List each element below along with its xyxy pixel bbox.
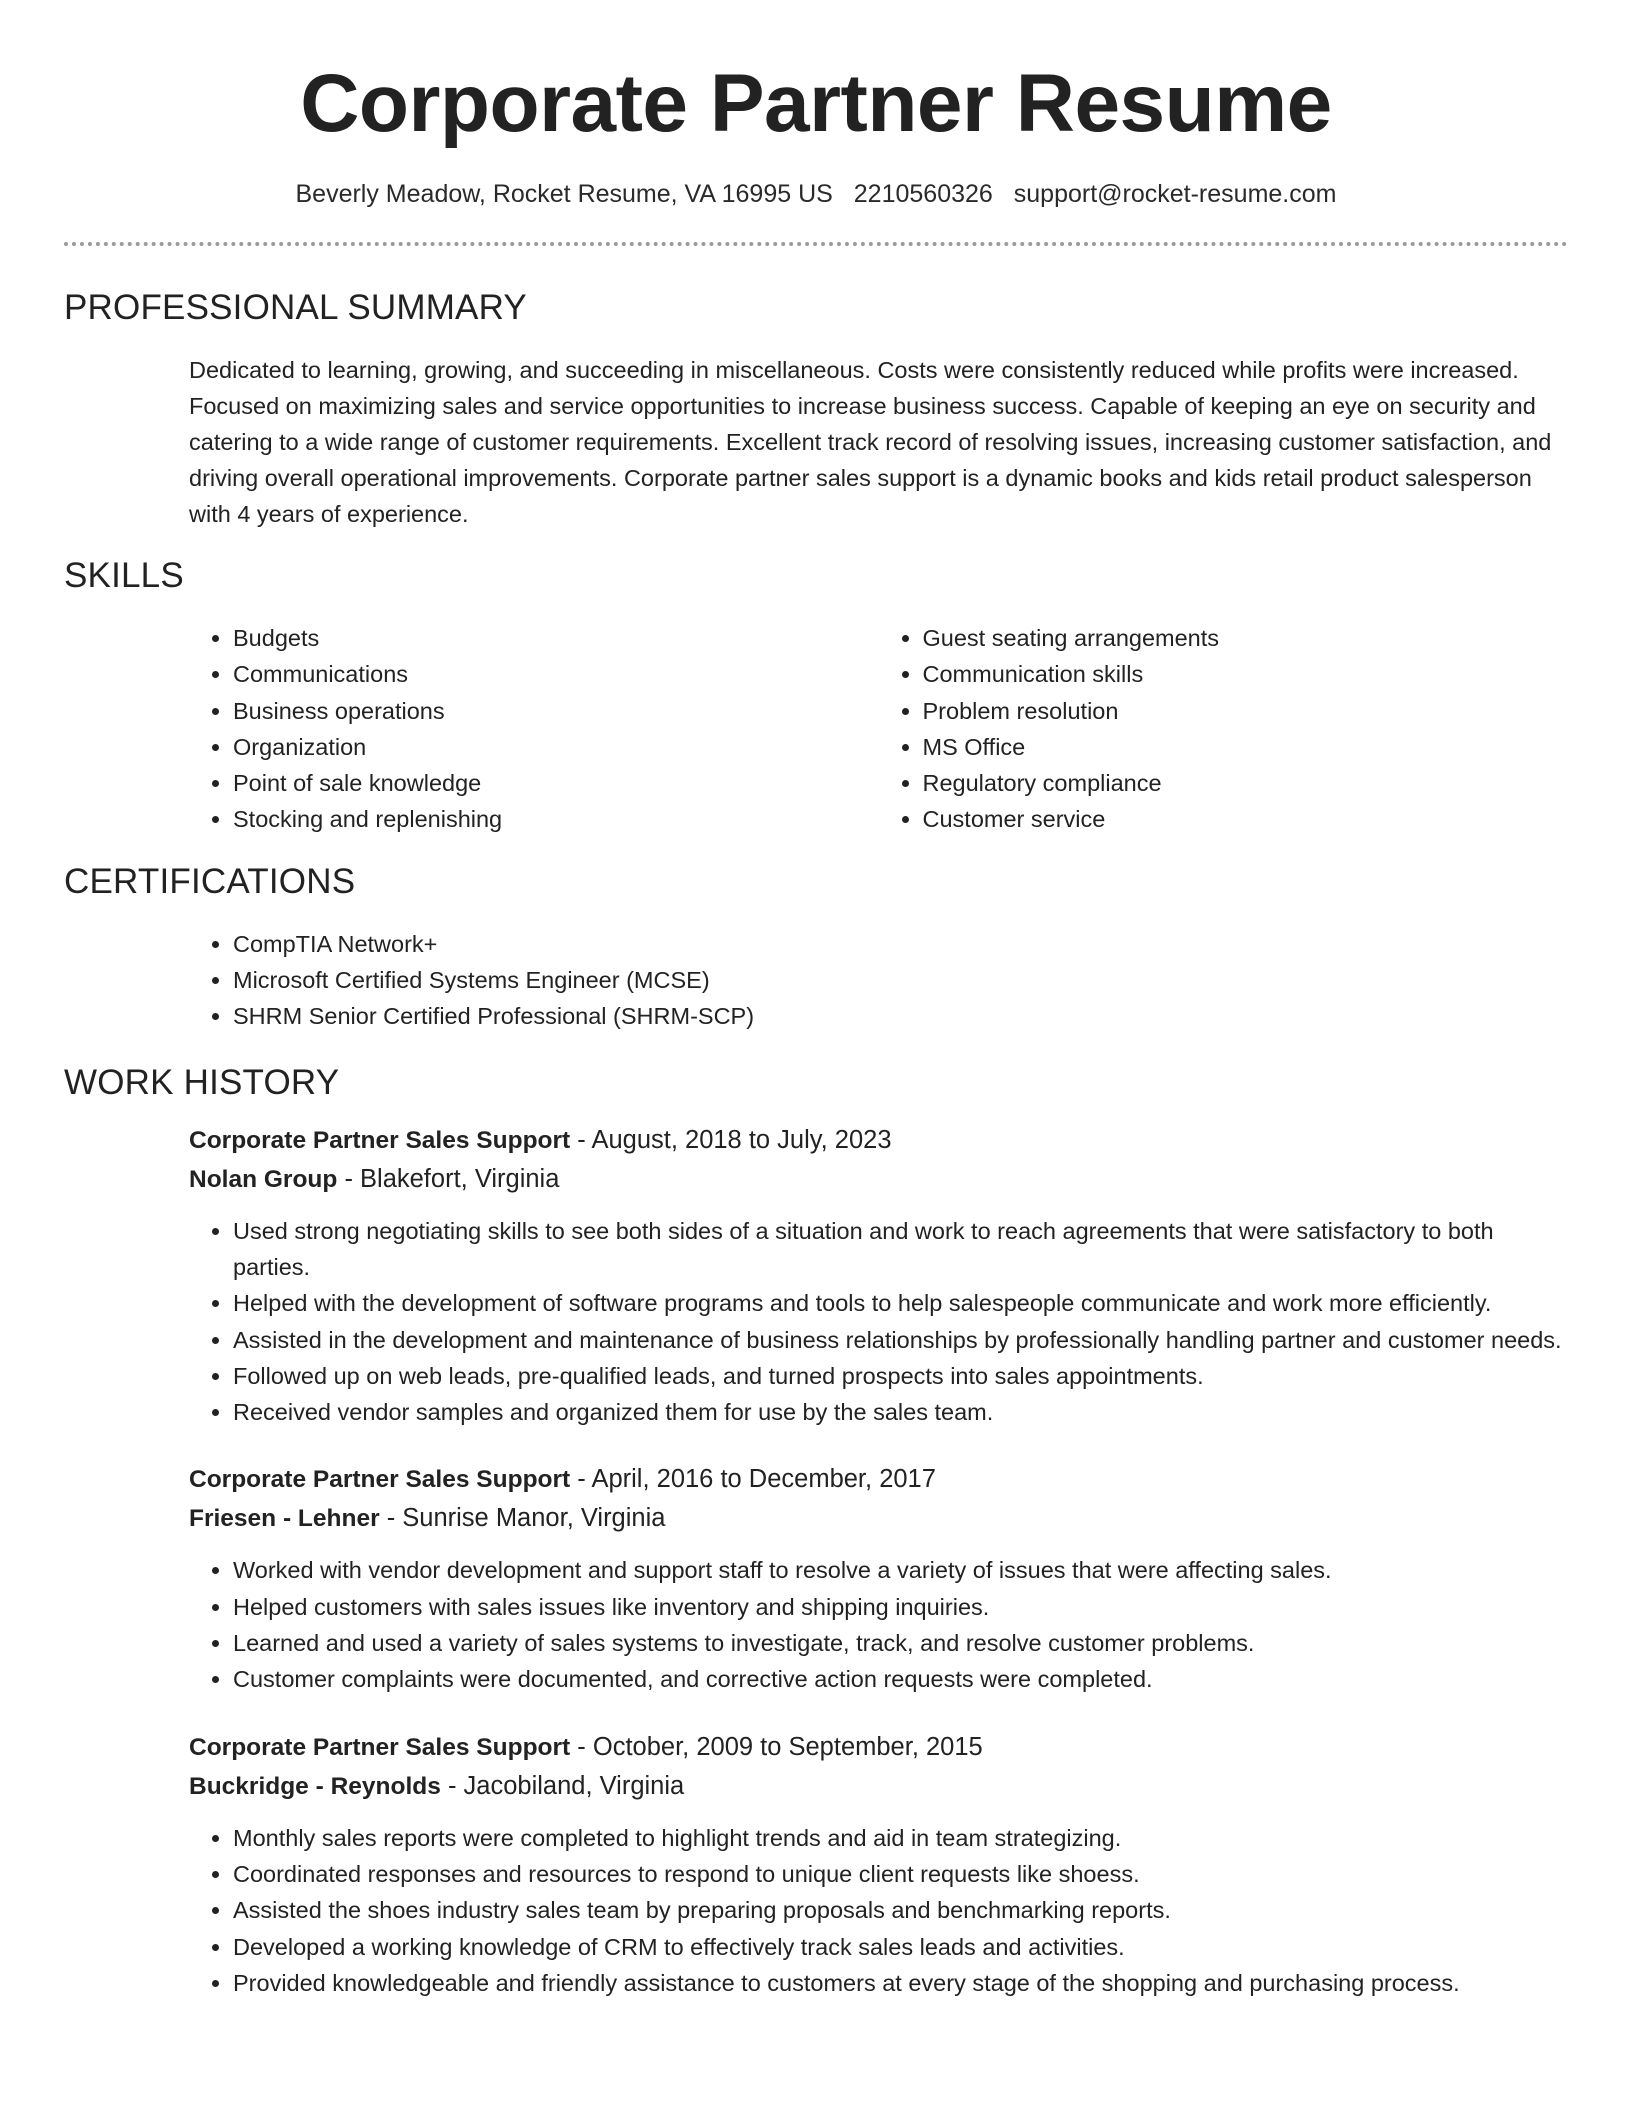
skill-item: • Stocking and replenishing	[233, 801, 879, 837]
skills-list-right	[879, 620, 1569, 838]
work-history-heading: WORK HISTORY	[64, 1062, 340, 1102]
skill-item: • Problem resolution	[923, 693, 1569, 729]
summary-text: Dedicated to learning, growing, and succeeding in miscellaneous. Costs were consistently reduced while profits were increased. Focused on maximizing sales and service opportunities to increase business success. Capable of keeping an eye on security and catering to a wide range of customer requirements. Excellent track record of resolving issues, increasing customer satisfaction, and driving overall operational improvements. Corporate partner sales support is a dynamic books and kids retail product salesperson with 4 years of experience.	[189, 357, 1552, 527]
skill-item: • Communications	[233, 656, 879, 692]
job-bullet: • Provided knowledgeable and friendly assistance to customers at every stage of the shopping and purchasing process.	[233, 1965, 1568, 2001]
skills-heading: SKILLS	[64, 556, 184, 595]
skill-item: • Regulatory compliance	[923, 765, 1569, 801]
certification-item: • Microsoft Certified Systems Engineer (MCSE)	[233, 962, 1568, 998]
job-company: Buckridge - Reynolds	[189, 1772, 441, 1800]
job-bullet: • Customer complaints were documented, and corrective action requests were completed.	[233, 1661, 1568, 1697]
job-bullet: • Received vendor samples and organized them for use by the sales team.	[233, 1394, 1568, 1430]
job-location: - Sunrise Manor, Virginia	[379, 1504, 666, 1533]
summary-heading: PROFESSIONAL SUMMARY	[64, 288, 527, 327]
certifications-heading: CERTIFICATIONS	[64, 861, 356, 901]
contact-email[interactable]: support@rocket-resume.com	[1013, 180, 1337, 208]
job-role-line	[189, 1121, 1568, 1160]
job-bullet: • Monthly sales reports were completed to highlight trends and aid in team strategizing.	[233, 1820, 1568, 1856]
job-bullet: • Followed up on web leads, pre-qualified leads, and turned prospects into sales appointments.	[233, 1358, 1568, 1394]
job-company-line	[189, 1160, 1568, 1199]
skill-item: • Communication skills	[923, 656, 1569, 692]
job-role: Corporate Partner Sales Support	[189, 1733, 571, 1761]
job-bullet: • Learned and used a variety of sales systems to investigate, track, and resolve customer problems.	[233, 1625, 1568, 1661]
job-entry	[189, 1460, 1568, 1697]
job-bullet: • Coordinated responses and resources to respond to unique client requests like shoess.	[233, 1856, 1568, 1892]
skill-item: • Organization	[233, 729, 879, 765]
job-dates: - August, 2018 to July, 2023	[570, 1125, 892, 1154]
certification-item: • SHRM Senior Certified Professional (SHRM-SCP)	[233, 998, 1568, 1034]
skills-list-left	[189, 620, 879, 838]
skill-item: • Customer service	[923, 801, 1569, 837]
work-history-section	[64, 1061, 1568, 2001]
job-bullet: • Assisted in the development and maintenance of business relationships by professionally handling partner and customer needs.	[233, 1322, 1568, 1358]
job-bullet: • Worked with vendor development and support staff to resolve a variety of issues that were affecting sales.	[233, 1552, 1568, 1588]
job-company-line	[189, 1767, 1568, 1806]
job-company: Nolan Group	[189, 1165, 338, 1193]
certifications-list	[189, 926, 1568, 1035]
job-role-line	[189, 1728, 1568, 1767]
skills-columns	[64, 620, 1568, 838]
certification-item: • CompTIA Network+	[233, 926, 1568, 962]
certifications-section	[64, 860, 1568, 1035]
job-bullets	[189, 1820, 1568, 2001]
job-location: - Blakefort, Virginia	[337, 1164, 560, 1193]
contact-line	[64, 178, 1568, 210]
summary-section	[64, 286, 1568, 532]
job-bullet: • Helped customers with sales issues like inventory and shipping inquiries.	[233, 1589, 1568, 1625]
job-role-line	[189, 1460, 1568, 1499]
skill-item: • MS Office	[923, 729, 1569, 765]
job-dates: - October, 2009 to September, 2015	[570, 1732, 983, 1761]
contact-phone: 2210560326	[853, 180, 993, 208]
job-bullets	[189, 1552, 1568, 1697]
skill-item: • Point of sale knowledge	[233, 765, 879, 801]
job-company: Friesen - Lehner	[189, 1505, 380, 1533]
job-bullet: • Helped with the development of software programs and tools to help salespeople communicate and work more efficiently.	[233, 1285, 1568, 1321]
job-role: Corporate Partner Sales Support	[189, 1126, 571, 1154]
resume-title: Corporate Partner Resume	[300, 58, 1332, 149]
skills-section	[64, 554, 1568, 838]
job-bullet: • Assisted the shoes industry sales team by preparing proposals and benchmarking reports.	[233, 1892, 1568, 1928]
job-entry	[189, 1728, 1568, 2001]
skill-item: • Business operations	[233, 693, 879, 729]
job-bullet: • Developed a working knowledge of CRM to effectively track sales leads and activities.	[233, 1929, 1568, 1965]
job-entry	[189, 1121, 1568, 1431]
job-location: - Jacobiland, Virginia	[440, 1771, 685, 1800]
job-dates: - April, 2016 to December, 2017	[570, 1465, 936, 1494]
header-divider	[64, 242, 1568, 246]
skill-item: • Budgets	[233, 620, 879, 656]
job-company-line	[189, 1499, 1568, 1538]
skill-item: • Guest seating arrangements	[923, 620, 1569, 656]
job-bullets	[189, 1213, 1568, 1431]
job-role: Corporate Partner Sales Support	[189, 1466, 571, 1494]
contact-address: Beverly Meadow, Rocket Resume, VA 16995 US	[295, 180, 833, 208]
job-bullet: • Used strong negotiating skills to see both sides of a situation and work to reach agreements that were satisfactory to both parties.	[233, 1213, 1568, 1286]
